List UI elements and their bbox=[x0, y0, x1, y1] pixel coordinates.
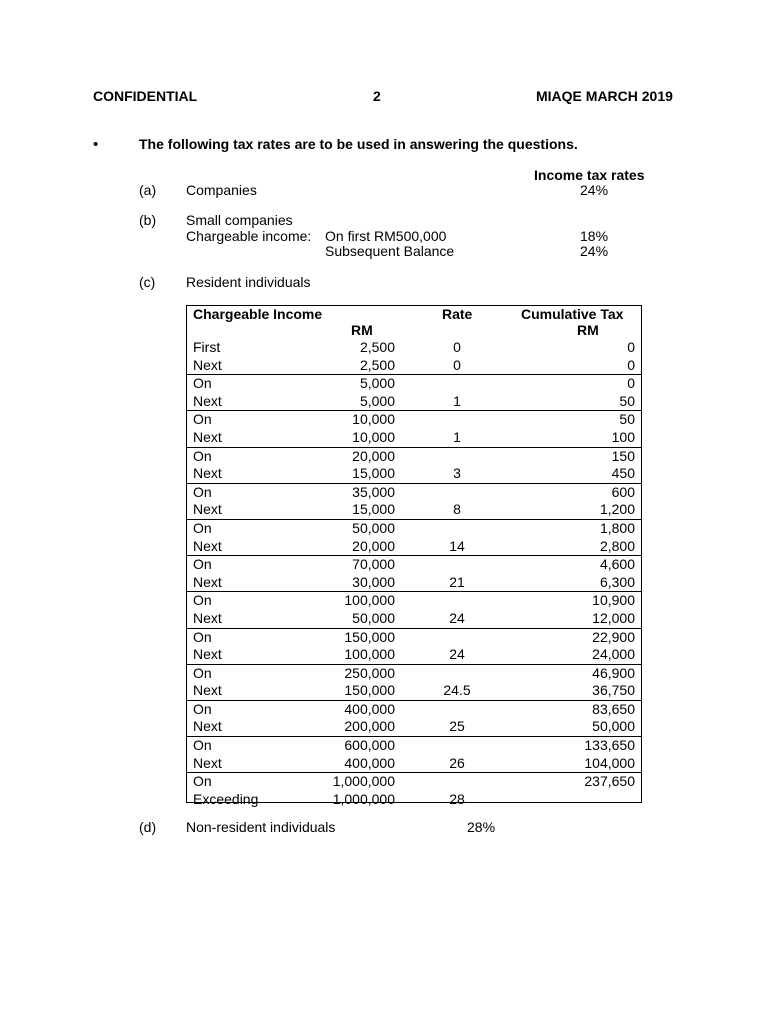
row-amount: 150,000 bbox=[344, 628, 395, 645]
section-b-first-band-rate: 18% bbox=[580, 228, 609, 244]
row-amount: 50,000 bbox=[352, 609, 395, 626]
row-label: On bbox=[193, 519, 212, 536]
row-amount: 5,000 bbox=[359, 375, 395, 392]
row-amount: 70,000 bbox=[352, 556, 395, 573]
row-amount: 50,000 bbox=[352, 519, 395, 536]
table-row bbox=[187, 665, 641, 683]
table-row-group bbox=[187, 519, 641, 555]
row-amount: 10,000 bbox=[352, 411, 395, 428]
row-rate: 1 bbox=[453, 392, 461, 409]
table-row bbox=[187, 501, 641, 519]
row-cumulative-tax: 6,300 bbox=[599, 573, 635, 590]
row-rate: 21 bbox=[449, 573, 465, 590]
row-label: Next bbox=[193, 718, 222, 735]
table-row bbox=[187, 682, 641, 700]
row-rate: 1 bbox=[453, 428, 461, 445]
row-amount: 400,000 bbox=[344, 700, 395, 717]
row-rate: 8 bbox=[453, 501, 461, 518]
header-exam-title: MIAQE MARCH 2019 bbox=[536, 88, 673, 104]
section-c-label: Resident individuals bbox=[186, 274, 311, 290]
row-amount: 30,000 bbox=[352, 573, 395, 590]
section-a-label: Companies bbox=[186, 182, 257, 198]
row-rate: 0 bbox=[453, 356, 461, 373]
bullet-icon: • bbox=[93, 136, 99, 153]
section-b-first-band: On first RM500,000 bbox=[325, 228, 447, 244]
row-amount: 200,000 bbox=[344, 718, 395, 735]
table-row bbox=[187, 574, 641, 592]
row-label: Next bbox=[193, 501, 222, 518]
row-rate: 3 bbox=[453, 465, 461, 482]
row-cumulative-tax: 450 bbox=[611, 465, 635, 482]
section-b-balance-band: Subsequent Balance bbox=[325, 243, 455, 259]
row-rate: 26 bbox=[449, 754, 465, 771]
row-amount: 2,500 bbox=[359, 356, 395, 373]
row-cumulative-tax: 50 bbox=[619, 411, 635, 428]
row-label: On bbox=[193, 447, 212, 464]
header-cumulative-tax: Cumulative Tax bbox=[521, 306, 624, 322]
table-row bbox=[187, 339, 641, 357]
row-cumulative-tax: 150 bbox=[611, 447, 635, 464]
row-label: Next bbox=[193, 428, 222, 445]
table-row-group bbox=[187, 664, 641, 700]
section-b-letter: (b) bbox=[139, 212, 157, 228]
table-row-group bbox=[187, 483, 641, 519]
row-amount: 20,000 bbox=[352, 537, 395, 554]
table-row bbox=[187, 448, 641, 466]
row-cumulative-tax: 22,900 bbox=[592, 628, 635, 645]
row-cumulative-tax: 237,650 bbox=[584, 773, 635, 790]
row-amount: 100,000 bbox=[344, 646, 395, 663]
row-cumulative-tax: 0 bbox=[627, 339, 635, 355]
row-amount: 15,000 bbox=[352, 465, 395, 482]
row-cumulative-tax: 50,000 bbox=[592, 718, 635, 735]
row-label: Next bbox=[193, 754, 222, 771]
table-row bbox=[187, 484, 641, 502]
row-amount: 2,500 bbox=[359, 339, 395, 355]
table-row bbox=[187, 737, 641, 755]
resident-tax-table bbox=[186, 305, 642, 807]
table-row-group bbox=[187, 700, 641, 736]
row-rate: 0 bbox=[453, 339, 461, 355]
income-tax-rates-heading: Income tax rates bbox=[534, 167, 645, 183]
row-amount: 10,000 bbox=[352, 428, 395, 445]
table-row bbox=[187, 538, 641, 556]
table-row bbox=[187, 411, 641, 429]
table-row bbox=[187, 556, 641, 574]
row-cumulative-tax: 46,900 bbox=[592, 664, 635, 681]
section-c-letter: (c) bbox=[139, 274, 156, 290]
table-row bbox=[187, 520, 641, 538]
row-amount: 1,000,000 bbox=[332, 790, 395, 807]
row-cumulative-tax: 10,900 bbox=[592, 592, 635, 609]
row-label: On bbox=[193, 483, 212, 500]
row-label: First bbox=[193, 339, 221, 355]
table-row bbox=[187, 646, 641, 664]
row-rate: 24 bbox=[449, 646, 465, 663]
row-label: Exceeding bbox=[193, 790, 259, 807]
row-label: Next bbox=[193, 356, 222, 373]
row-amount: 1,000,000 bbox=[332, 773, 395, 790]
header-chargeable-income: Chargeable Income bbox=[193, 306, 323, 322]
intro-text: The following tax rates are to be used in answering the questions. bbox=[139, 136, 578, 152]
table-row-group bbox=[187, 555, 641, 591]
row-rate: 28 bbox=[449, 790, 465, 807]
table-row bbox=[187, 610, 641, 628]
section-b-balance-rate: 24% bbox=[580, 243, 609, 259]
row-label: Next bbox=[193, 465, 222, 482]
table-row-group bbox=[187, 591, 641, 627]
row-amount: 250,000 bbox=[344, 664, 395, 681]
row-label: Next bbox=[193, 682, 222, 699]
row-cumulative-tax: 1,200 bbox=[599, 501, 635, 518]
table-row-group bbox=[187, 447, 641, 483]
table-row-group bbox=[187, 772, 641, 808]
row-label: Next bbox=[193, 573, 222, 590]
row-cumulative-tax: 0 bbox=[627, 356, 635, 373]
row-cumulative-tax: 4,600 bbox=[599, 556, 635, 573]
section-d-rate: 28% bbox=[467, 819, 496, 835]
row-label: On bbox=[193, 773, 212, 790]
table-row bbox=[187, 429, 641, 447]
section-a-letter: (a) bbox=[139, 182, 157, 198]
section-b-chargeable-income-label: Chargeable income: bbox=[186, 228, 312, 244]
table-row bbox=[187, 718, 641, 736]
row-amount: 35,000 bbox=[352, 483, 395, 500]
row-label: On bbox=[193, 737, 212, 754]
row-label: Next bbox=[193, 609, 222, 626]
row-label: Next bbox=[193, 392, 222, 409]
table-row bbox=[187, 465, 641, 483]
section-d-letter: (d) bbox=[139, 819, 157, 835]
page-number: 2 bbox=[373, 88, 381, 104]
table-row bbox=[187, 393, 641, 411]
row-amount: 20,000 bbox=[352, 447, 395, 464]
header-confidential: CONFIDENTIAL bbox=[93, 88, 198, 104]
section-a-rate: 24% bbox=[580, 182, 609, 198]
row-cumulative-tax: 50 bbox=[619, 392, 635, 409]
section-b-label: Small companies bbox=[186, 212, 293, 228]
row-cumulative-tax: 12,000 bbox=[592, 609, 635, 626]
row-label: On bbox=[193, 700, 212, 717]
table-row bbox=[187, 791, 641, 809]
row-label: On bbox=[193, 664, 212, 681]
row-cumulative-tax: 24,000 bbox=[592, 646, 635, 663]
row-cumulative-tax: 600 bbox=[611, 483, 635, 500]
table-row bbox=[187, 755, 641, 773]
row-amount: 15,000 bbox=[352, 501, 395, 518]
table-row-group bbox=[187, 736, 641, 772]
row-cumulative-tax: 83,650 bbox=[592, 700, 635, 717]
table-row bbox=[187, 375, 641, 393]
table-row-group bbox=[187, 628, 641, 664]
row-label: On bbox=[193, 628, 212, 645]
row-amount: 100,000 bbox=[344, 592, 395, 609]
row-cumulative-tax: 1,800 bbox=[599, 519, 635, 536]
table-row bbox=[187, 629, 641, 647]
header-rm-income: RM bbox=[351, 322, 373, 338]
row-rate: 24 bbox=[449, 609, 465, 626]
row-cumulative-tax: 104,000 bbox=[584, 754, 635, 771]
table-row-group bbox=[187, 410, 641, 446]
table-row bbox=[187, 357, 641, 375]
table-row-group bbox=[187, 374, 641, 410]
row-label: Next bbox=[193, 537, 222, 554]
row-label: On bbox=[193, 556, 212, 573]
table-body bbox=[187, 339, 641, 808]
header-rm-cumulative: RM bbox=[577, 322, 599, 338]
table-row bbox=[187, 592, 641, 610]
header-rate: Rate bbox=[442, 306, 473, 322]
row-cumulative-tax: 2,800 bbox=[599, 537, 635, 554]
row-cumulative-tax: 0 bbox=[627, 375, 635, 392]
section-d-label: Non-resident individuals bbox=[186, 819, 336, 835]
row-rate: 14 bbox=[449, 537, 465, 554]
row-amount: 400,000 bbox=[344, 754, 395, 771]
table-row-group bbox=[187, 339, 641, 374]
row-amount: 600,000 bbox=[344, 737, 395, 754]
table-row bbox=[187, 773, 641, 791]
table-row bbox=[187, 701, 641, 719]
row-amount: 5,000 bbox=[359, 392, 395, 409]
row-rate: 24.5 bbox=[443, 682, 471, 699]
row-cumulative-tax: 36,750 bbox=[592, 682, 635, 699]
row-cumulative-tax: 133,650 bbox=[584, 737, 635, 754]
row-cumulative-tax: 100 bbox=[611, 428, 635, 445]
row-label: On bbox=[193, 411, 212, 428]
row-amount: 150,000 bbox=[344, 682, 395, 699]
row-label: On bbox=[193, 592, 212, 609]
row-label: On bbox=[193, 375, 212, 392]
row-label: Next bbox=[193, 646, 222, 663]
row-rate: 25 bbox=[449, 718, 465, 735]
